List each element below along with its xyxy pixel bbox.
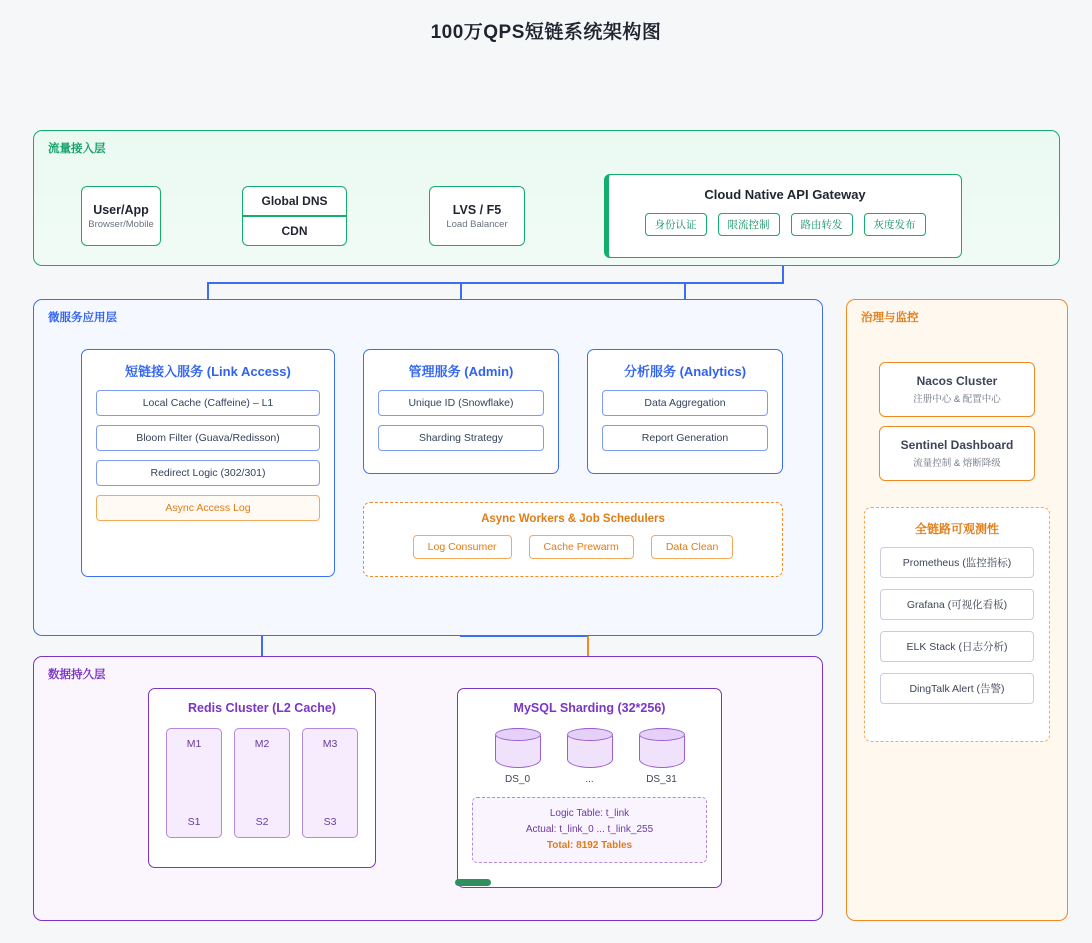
async-item-log-consumer[interactable]: Log Consumer [413, 535, 512, 559]
gateway-chip-auth[interactable]: 身份认证 [645, 213, 707, 236]
gov-nacos-title: Nacos Cluster [916, 374, 998, 388]
gov-nacos-cluster[interactable] [879, 362, 1035, 417]
service-link-access[interactable] [81, 349, 335, 577]
layer-microservices-label: 微服务应用层 [48, 312, 117, 324]
layer-traffic-label: 流量接入层 [48, 143, 106, 155]
service-admin-title: 管理服务 (Admin) [408, 364, 514, 379]
node-cdn-title: CDN [281, 223, 308, 238]
async-workers-group[interactable] [363, 502, 783, 577]
mysql-shard-0[interactable] [495, 728, 541, 785]
redis-node-2[interactable] [234, 728, 290, 838]
mysql-shard-31-label: DS_31 [646, 774, 677, 785]
layer-data-label: 数据持久层 [48, 669, 106, 681]
async-item-data-clean[interactable]: Data Clean [651, 535, 734, 559]
gov-sentinel-dashboard[interactable] [879, 426, 1035, 481]
service-analytics-title: 分析服务 (Analytics) [623, 364, 747, 379]
node-api-gateway[interactable] [604, 174, 962, 258]
horizontal-scrollbar[interactable] [455, 879, 491, 886]
datastore-mysql-sharding[interactable] [457, 688, 722, 888]
link-item-async-access-log[interactable]: Async Access Log [96, 495, 320, 521]
mysql-actual-tables: Actual: t_link_0 ... t_link_255 [525, 824, 654, 835]
admin-item-unique-id[interactable]: Unique ID (Snowflake) [378, 390, 544, 416]
node-user-app-sub: Browser/Mobile [88, 218, 154, 230]
node-user-app[interactable] [81, 186, 161, 246]
async-workers-list [364, 535, 782, 559]
database-cylinder-icon [567, 728, 613, 768]
node-dns-cdn[interactable] [242, 186, 347, 246]
gov-item-elk[interactable]: ELK Stack (日志分析) [880, 631, 1034, 662]
mysql-shard-list [458, 728, 721, 785]
mysql-shard-0-label: DS_0 [504, 774, 530, 785]
datastore-redis-cluster[interactable] [148, 688, 376, 868]
redis-cluster-title: Redis Cluster (L2 Cache) [188, 701, 336, 715]
redis-node-2-master: M2 [254, 738, 270, 750]
gov-item-grafana[interactable]: Grafana (可视化看板) [880, 589, 1034, 620]
mysql-sharding-title: MySQL Sharding (32*256) [513, 701, 666, 715]
link-item-redirect-logic[interactable]: Redirect Logic (302/301) [96, 460, 320, 486]
link-item-local-cache[interactable]: Local Cache (Caffeine) – L1 [96, 390, 320, 416]
redis-node-list [149, 728, 375, 838]
gateway-chip-ratelimit[interactable]: 限流控制 [718, 213, 780, 236]
mysql-table-summary [472, 797, 707, 863]
mysql-shard-31[interactable] [639, 728, 685, 785]
gateway-chip-grayrelease[interactable]: 灰度发布 [864, 213, 926, 236]
mysql-logic-table: Logic Table: t_link [549, 808, 630, 819]
node-lvs-sub: Load Balancer [446, 218, 508, 230]
gov-item-prometheus[interactable]: Prometheus (监控指标) [880, 547, 1034, 578]
analytics-item-report-generation[interactable]: Report Generation [602, 425, 768, 451]
redis-node-1[interactable] [166, 728, 222, 838]
gov-observability-group[interactable] [864, 507, 1050, 742]
redis-node-2-slave: S2 [255, 816, 269, 828]
redis-node-3-slave: S3 [323, 816, 337, 828]
mysql-total-tables: Total: 8192 Tables [546, 840, 633, 851]
gov-sentinel-title: Sentinel Dashboard [900, 438, 1014, 452]
page-title: 100万QPS短链系统架构图 [430, 22, 662, 43]
database-cylinder-icon [639, 728, 685, 768]
node-dns-title: Global DNS [261, 194, 328, 209]
mysql-shard-middle-label: ... [585, 774, 594, 785]
architecture-diagram [0, 44, 1092, 874]
redis-node-3-master: M3 [322, 738, 338, 750]
redis-node-1-slave: S1 [187, 816, 201, 828]
service-admin[interactable] [363, 349, 559, 474]
service-analytics[interactable] [587, 349, 783, 474]
gateway-chip-routing[interactable]: 路由转发 [791, 213, 853, 236]
gov-item-dingtalk-alert[interactable]: DingTalk Alert (告警) [880, 673, 1034, 704]
async-workers-title: Async Workers & Job Schedulers [481, 513, 665, 525]
analytics-item-data-aggregation[interactable]: Data Aggregation [602, 390, 768, 416]
mysql-shard-middle[interactable] [567, 728, 613, 785]
gov-observability-title: 全链路可观测性 [914, 522, 999, 536]
gov-sentinel-sub: 流量控制 & 熔断降级 [913, 458, 1001, 469]
node-api-gateway-title: Cloud Native API Gateway [704, 187, 866, 202]
admin-item-sharding-strategy[interactable]: Sharding Strategy [378, 425, 544, 451]
redis-node-1-master: M1 [186, 738, 202, 750]
async-item-cache-prewarm[interactable]: Cache Prewarm [529, 535, 634, 559]
gateway-capability-list [645, 213, 926, 236]
node-lvs-f5[interactable] [429, 186, 525, 246]
database-cylinder-icon [495, 728, 541, 768]
layer-governance-label: 治理与监控 [861, 312, 919, 324]
node-lvs-title: LVS / F5 [452, 202, 502, 217]
service-link-access-title: 短链接入服务 (Link Access) [125, 364, 291, 379]
node-user-app-title: User/App [93, 202, 149, 217]
link-item-bloom-filter[interactable]: Bloom Filter (Guava/Redisson) [96, 425, 320, 451]
gov-nacos-sub: 注册中心 & 配置中心 [913, 394, 1001, 405]
redis-node-3[interactable] [302, 728, 358, 838]
